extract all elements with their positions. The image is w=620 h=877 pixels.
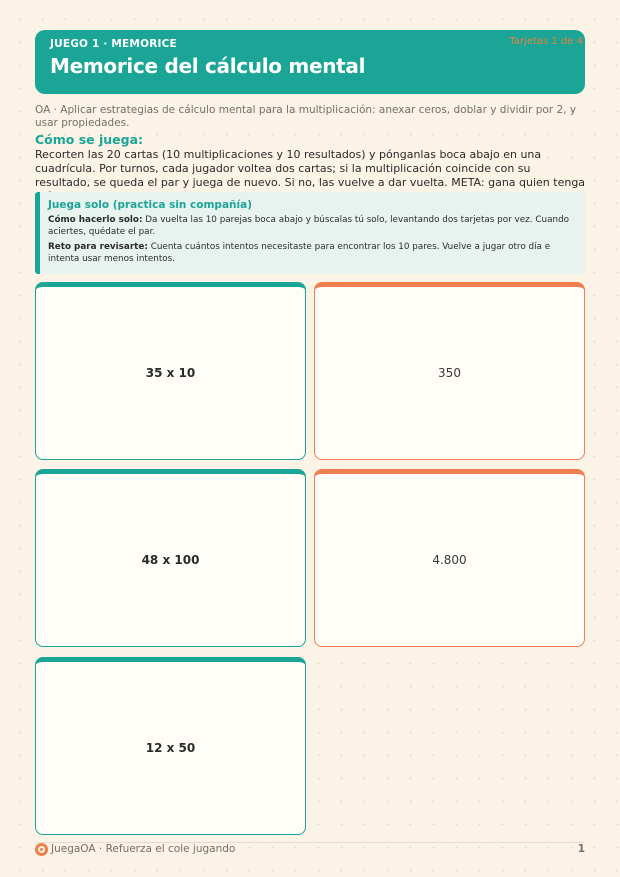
target-logo-icon (35, 843, 48, 856)
card-operation (35, 657, 306, 835)
card-text: 35 x 10 (145, 366, 196, 380)
solo-how-text: Da vuelta las 10 parejas boca abajo y búscalas tú solo, levantando dos tarjetas por vez. Cuando aciertes, quédate el par. (48, 215, 570, 237)
solo-title: Juega solo (practica sin compañía) (48, 199, 252, 211)
solo-challenge-text: Cuenta cuántos intentos necesitaste para encontrar los 10 pares. Vuelve a jugar otro día e intenta usar menos intentos. (48, 242, 551, 264)
page-title: Memorice del cálculo mental (50, 54, 366, 78)
card-operation (35, 282, 306, 460)
card-text: 12 x 50 (145, 741, 196, 755)
header-banner (35, 30, 585, 94)
footer-brand-text: JuegaOA · Refuerza el cole jugando (51, 843, 236, 855)
card-result (314, 282, 585, 460)
solo-how-line (48, 214, 575, 238)
learning-objective: OA · Aplicar estrategias de cálculo mental para la multiplicación: anexar ceros, doblar y dividir por 2, y usar propiedades. (35, 104, 577, 129)
page-tag: Tarjetas 1 de 4 (509, 36, 583, 47)
card-text: 4.800 (432, 553, 467, 567)
card-text: 350 (438, 366, 461, 380)
card-operation (35, 469, 306, 647)
card-result (314, 469, 585, 647)
solo-play-box (35, 192, 585, 274)
solo-challenge-label: Reto para revisarte: (48, 242, 148, 252)
game-kicker: JUEGO 1 · MEMORICE (50, 38, 177, 50)
how-to-play-title: Cómo se juega: (35, 132, 144, 147)
how-to-play-text: Recorten las 20 cartas (10 multiplicaciones y 10 resultados) y pónganlas boca abajo en una cuadrícula. Por turnos, cada jugador voltea dos cartas; si la multiplicación coincide con su resultado, se queda el par y juega de nuevo. Si no, las vuelve a dar vuelta. META: gana quien tenga (35, 148, 586, 189)
card-text: 48 x 100 (141, 553, 200, 567)
solo-challenge-line (48, 241, 575, 265)
page-number: 1 (577, 843, 585, 855)
solo-how-label: Cómo hacerlo solo: (48, 215, 143, 225)
